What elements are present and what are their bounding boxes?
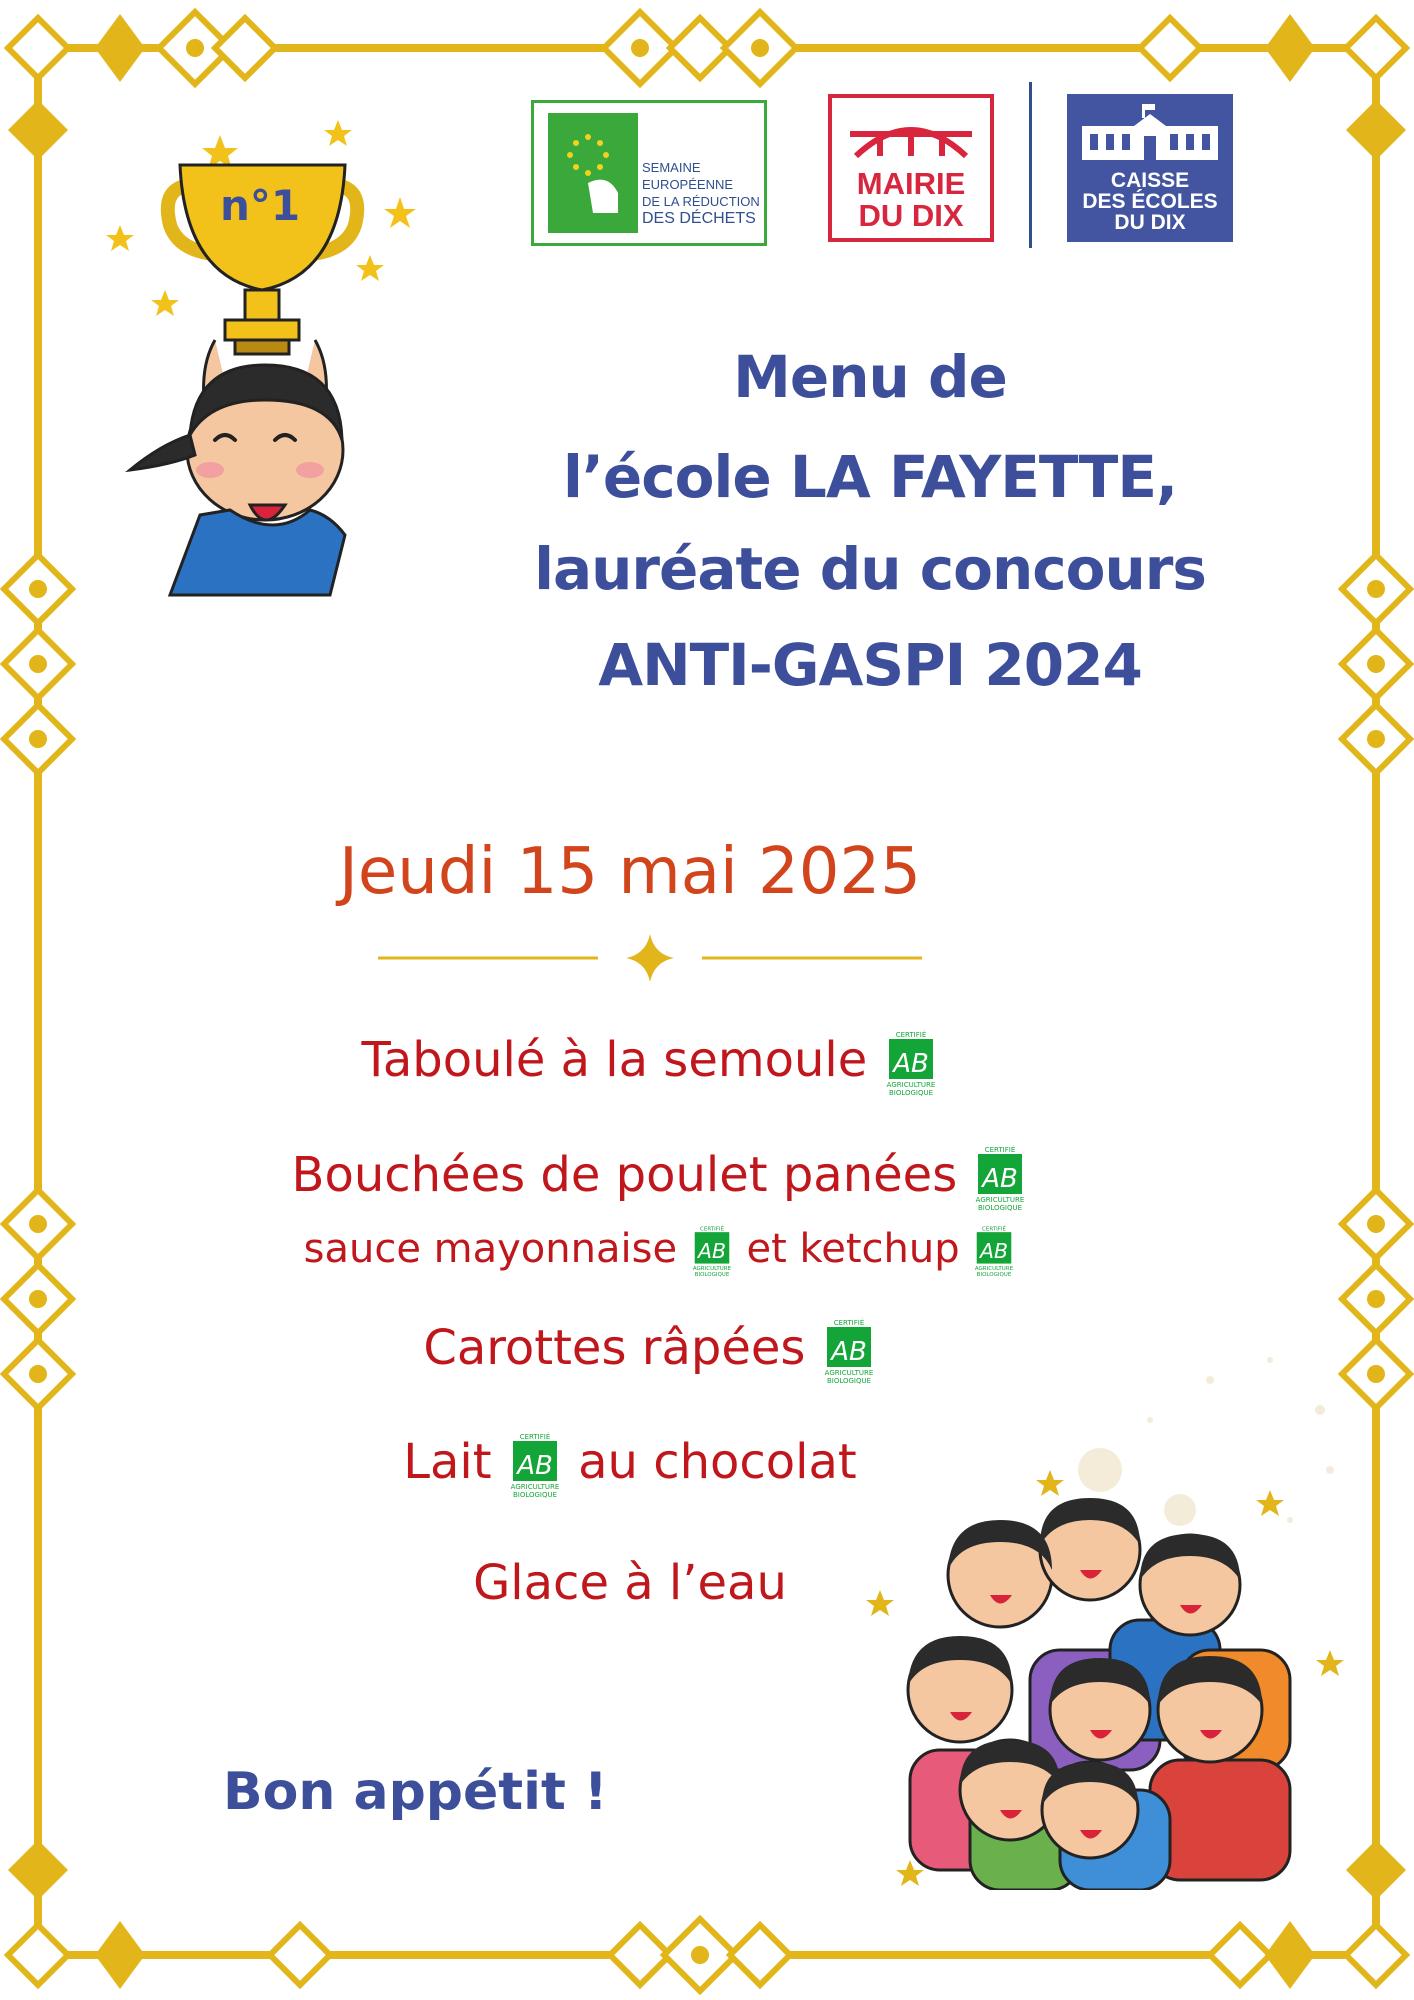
menu-item-2-sub: [260, 1225, 1060, 1277]
menu-item-5: Glace à l’eau: [473, 1555, 787, 1611]
ab-mark-text: AB: [830, 1337, 867, 1367]
ab-organic-icon: [690, 1225, 734, 1277]
cheering-children-illustration: [850, 1320, 1360, 1890]
ab-organic-label-svg: [972, 1225, 1016, 1277]
ab-biologique-text: BIOLOGIQUE: [978, 1204, 1023, 1211]
ab-biologique-text: BIOLOGIQUE: [826, 1377, 871, 1384]
mairie-du-dix-logo: [828, 94, 994, 242]
ab-organic-label-svg: [507, 1432, 563, 1498]
ab-organic-label-svg: [690, 1225, 734, 1277]
serd-logo: [531, 100, 767, 246]
ab-organic-icon: [972, 1145, 1028, 1211]
menu-date: Jeudi 15 mai 2025: [339, 835, 921, 909]
menu-item-4-a-text: Lait: [403, 1434, 492, 1490]
ab-biologique-text: BIOLOGIQUE: [977, 1272, 1012, 1277]
mairie-line2: DU DIX: [858, 198, 964, 233]
ab-agriculture-text: AGRICULTURE: [975, 1265, 1014, 1272]
ab-organic-icon: [883, 1030, 939, 1096]
caisse-line1: CAISSE: [1110, 169, 1190, 192]
ab-mark-text: AB: [892, 1049, 929, 1079]
menu-item-2: [260, 1145, 1060, 1211]
menu-item-4-b-text: au chocolat: [578, 1434, 857, 1490]
menu-item-2-sub-b-text: et ketchup: [746, 1226, 960, 1272]
ab-agriculture-text: AGRICULTURE: [976, 1196, 1025, 1204]
mairie-line1: MAIRIE: [856, 166, 966, 201]
ab-agriculture-text: AGRICULTURE: [824, 1369, 874, 1377]
ab-agriculture-text: AGRICULTURE: [886, 1081, 935, 1089]
serd-line3: DES DÉCHETS: [642, 210, 756, 227]
ab-mark-text: AB: [697, 1239, 726, 1264]
bridge-icon: [850, 110, 972, 162]
serd-line2: DE LA RÉDUCTION: [642, 194, 760, 209]
menu-item-1: [300, 1030, 1000, 1096]
ab-biologique-text: BIOLOGIQUE: [694, 1272, 730, 1277]
trophy-child-illustration: [100, 115, 430, 615]
ab-agriculture-text: AGRICULTURE: [510, 1483, 560, 1491]
date-divider: [378, 930, 922, 986]
menu-item-3-text: Carottes râpées: [423, 1320, 806, 1376]
trophy-label: n°1: [219, 181, 301, 230]
ab-certifie-text: CERTIFIÉ: [699, 1226, 724, 1233]
sparkle-star-icon: [626, 934, 674, 982]
ab-mark-text: AB: [982, 1164, 1019, 1194]
ab-organic-icon: [507, 1432, 563, 1498]
ab-mark-text: AB: [980, 1239, 1009, 1264]
logo-divider: [1029, 82, 1032, 248]
ab-organic-label-svg: [883, 1030, 939, 1096]
caisse-line2: DES ÉCOLES: [1082, 190, 1218, 213]
ab-certifie-text: CERTIFIÉ: [833, 1319, 864, 1327]
ab-organic-label-svg: [972, 1145, 1028, 1211]
school-building-icon: [1078, 104, 1222, 160]
title-line-1: Menu de: [733, 343, 1007, 411]
menu-item-2-sub-a-text: sauce mayonnaise: [303, 1226, 678, 1272]
ab-biologique-text: BIOLOGIQUE: [888, 1089, 933, 1096]
ab-certifie-text: CERTIFIÉ: [895, 1031, 926, 1039]
title-line-3: lauréate du concours: [534, 535, 1206, 603]
title-line-2: l’école LA FAYETTE,: [563, 443, 1177, 511]
caisse-line3: DU DIX: [1114, 211, 1186, 234]
ab-mark-text: AB: [517, 1451, 553, 1481]
serd-logo-text: [642, 159, 766, 227]
ab-certifie-text: CERTIFIÉ: [985, 1146, 1016, 1154]
ab-biologique-text: BIOLOGIQUE: [512, 1491, 557, 1498]
serd-line1: SEMAINE EUROPÉENNE: [642, 160, 734, 192]
ab-certifie-text: CERTIFIÉ: [519, 1433, 551, 1441]
title-line-4: ANTI-GASPI 2024: [598, 631, 1142, 699]
ab-agriculture-text: AGRICULTURE: [692, 1265, 731, 1272]
closing-text: Bon appétit !: [223, 1762, 608, 1822]
ab-certifie-text: CERTIFIÉ: [982, 1226, 1007, 1233]
menu-item-1-text: Taboulé à la semoule: [361, 1032, 868, 1088]
caisse-des-ecoles-logo: [1067, 94, 1233, 242]
menu-item-2-text: Bouchées de poulet panées: [291, 1147, 958, 1203]
ab-organic-icon: [972, 1225, 1016, 1277]
serd-emblem: [548, 113, 638, 233]
